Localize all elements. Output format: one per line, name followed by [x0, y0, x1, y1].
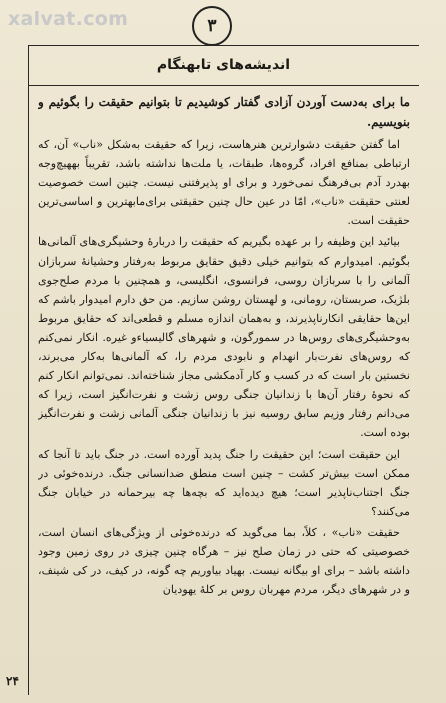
paragraph-3: بیائید این وظیفه را بر عهده بگیریم که حقیقت را دربارهٔ وحشیگری‌های آلمانی‌ها بگوئیم. امیدوارم که بتوانیم خیلی دقیق حقایق مربوط به‌رفتار وحشیانهٔ سربازان آلمانی را با سربازان روسی، فرانسوی، انگلیسی، و همچنین با مردم صلح‌جوی بلژیک، صربستان، رومانی، و لهستان روشن سازیم. من حق دارم امیدوار باشم که این‌ها حقایقی انکارناپذیرند، و به‌همان اندازه مسلم و قطعی‌اند که حقایق مربوط به‌وحشیگری‌های روس‌ها در سمورگون، و شهرهای گالیسیاءو غیره. انکار نمی‌کنم که روس‌های نفرت‌بار انهدام و نابودی مردم را، که آلمانی‌ها به‌کار می‌برند، نخستین بار است که در کسب و کار آدمکشی مجاز شناخته‌اند. نمی‌توانم انکار کنم که نحوهٔ رفتار آن‌ها با زندانیان جنگی روس زشت و نفرت‌انگیز است، زیرا که می‌دانم رفتار وزیم سابق روسیه نیز با زندانیان جنگی آلمانی زشت و نفرت‌انگیز بوده است. [38, 235, 410, 440]
site-watermark: xalvat.com [8, 8, 129, 30]
page-number: ۲۴ [6, 674, 19, 688]
top-rule [28, 45, 419, 46]
paragraph-4: این حقیقت است؛ این حقیقت را جنگ پدید آورده است. در جنگ باید تا آنجا که ممکن است بیش‌تر کشت – چنین است منطق ضدانسانی جنگ. درنده‌خوئی در جنگ اجتناب‌ناپذیر است؛ هیچ دیده‌اید که بچه‌ها چه بیرحمانه در خیابان جنگ می‌کنند؟ [38, 447, 410, 518]
paragraph-5: حقیقت «ناب» ، کلاً، بما می‌گوید که درنده‌خوئی از ویژگی‌های انسان است، خصوصیتی که حتی در زمان صلح نیز – هرگاه چنین چیزی در روی زمین وجود داشته باشد – برای او بیگانه نیست. بهیاد بیاوریم چه گونه، در کیف، در کی شینف، و در شهرهای دیگر، مردم مهربان روس بر کلهٔ یهودیان [38, 525, 410, 597]
chapter-number-badge: ۳ [192, 6, 232, 46]
body-text [38, 92, 410, 692]
title-rule [28, 85, 419, 86]
margin-rule [28, 45, 29, 695]
paragraph-2: اما گفتن حقیقت دشوارترین هنرهاست، زیرا که حقیقت به‌شکل «ناب» آن، که ارتباطی بمنافع افراد، گروه‌ها، طبقات، یا ملت‌ها نداشته باشد، تقریباً بههیچ‌وجه بهدرد آدم بی‌فرهنگ نمی‌خورد و برای او پذیرفتنی نیست. چنین است خصوصیت لعنتی حقیقت «ناب»، امّا در عین حال چنین حقیقتی برای‌مابهترین و اساسی‌ترین حقیقت است. [38, 138, 410, 228]
paragraph-1: ما برای به‌دست آوردن آزادی گفتار کوشیدیم تا بتوانیم حقیقت را بگوئیم و بنویسیم. [38, 95, 410, 129]
chapter-title: اندیشه‌های تابهنگام [156, 57, 291, 73]
